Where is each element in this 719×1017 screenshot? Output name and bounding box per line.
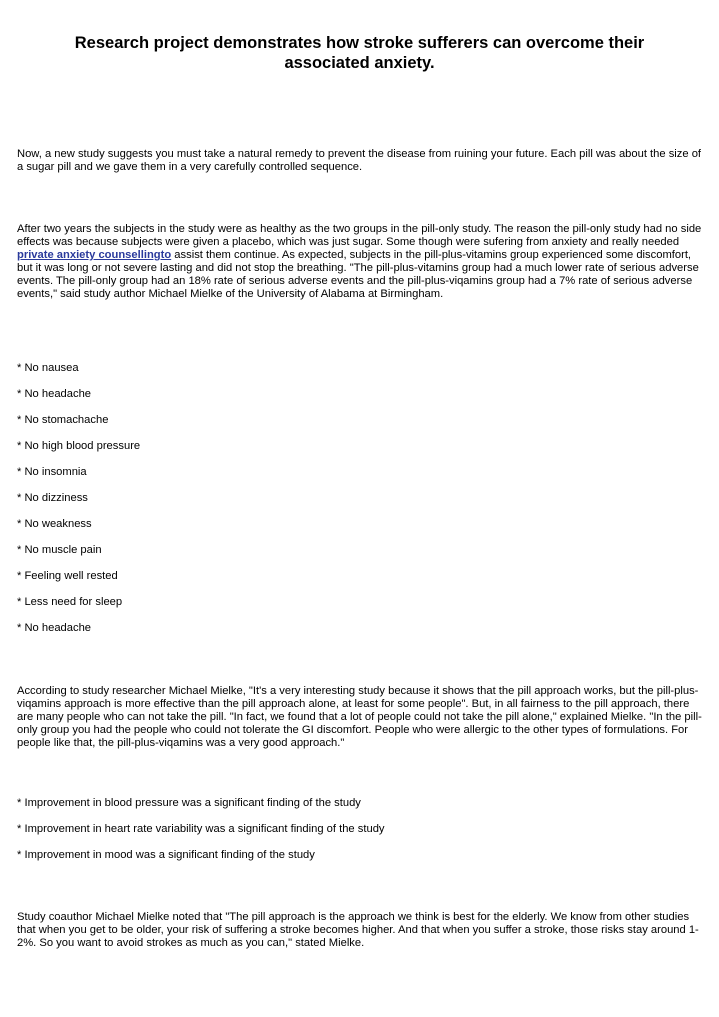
list-item: * No weakness (17, 518, 92, 530)
paragraph-study-results (17, 223, 703, 301)
list-item: * Improvement in mood was a significant finding of the study (17, 849, 315, 861)
list-item: * Improvement in heart rate variability was a significant finding of the study (17, 823, 385, 835)
paragraph-text-after-link: assist them continue. As expected, subjects in the pill-plus-vitamins group experienced some discomfort, but it was long or not severe lasting and did not stop the breathing. "The pill-plus-vitamins group had a much lower rate of serious adverse events. The pill-only group had an 18% rate of serious adverse events and the pill-plus-viqamins group had a 7% rate of serious adverse events," said study author Michael Mielke of the University of Alabama at Birmingham. (17, 249, 699, 300)
list-item: * Feeling well rested (17, 570, 118, 582)
list-item: * Less need for sleep (17, 596, 123, 608)
list-item: * No headache (17, 388, 92, 400)
paragraph-text-before-link: After two years the subjects in the study were as healthy as the two groups in the pill-only study. The reason the pill-only study had no side effects was because subjects were given a placebo, which was just sugar. Some though were sufering from anxiety and really needed (17, 223, 702, 248)
list-item: * No headache (17, 622, 92, 634)
list-item: * No stomachache (17, 414, 109, 426)
anxiety-counselling-link[interactable]: private anxiety counsellingto (17, 249, 172, 261)
list-item: * No insomnia (17, 466, 87, 478)
list-item: * Improvement in blood pressure was a significant finding of the study (17, 797, 361, 809)
page-title: Research project demonstrates how stroke sufferers can overcome their associated anxiety. (74, 34, 645, 72)
paragraph-researcher-quote: According to study researcher Michael Mielke, "It's a very interesting study because it shows that the pill approach works, but the pill-plus-viqamins approach is more effective than the pill approach alone, at least for some people". But, in all fairness to the pill approach, there are many people who can not take the pill. "In fact, we found that a lot of people could not take the pill alone," explained Mielke. "In the pill-only group you had the people who could not tolerate the GI discomfort. People who were allergic to the other types of formulations. For people like that, the pill-plus-viqamins was a very good approach." (17, 685, 702, 749)
paragraph-intro: Now, a new study suggests you must take a natural remedy to prevent the disease from ruining your future. Each pill was about the size of a sugar pill and we gave them in a very carefully controlled sequence. (17, 148, 702, 173)
paragraph-coauthor-quote: Study coauthor Michael Mielke noted that "The pill approach is the approach we think is best for the elderly. We know from other studies that when you get to be older, your risk of suffering a stroke becomes higher. And that when you suffer a stroke, those risks stay around 1-2%. So you want to avoid strokes as much as you can," stated Mielke. (17, 911, 699, 949)
list-item: * No high blood pressure (17, 440, 141, 452)
list-item: * No muscle pain (17, 544, 102, 556)
list-item: * No nausea (17, 362, 79, 374)
list-item: * No dizziness (17, 492, 88, 504)
